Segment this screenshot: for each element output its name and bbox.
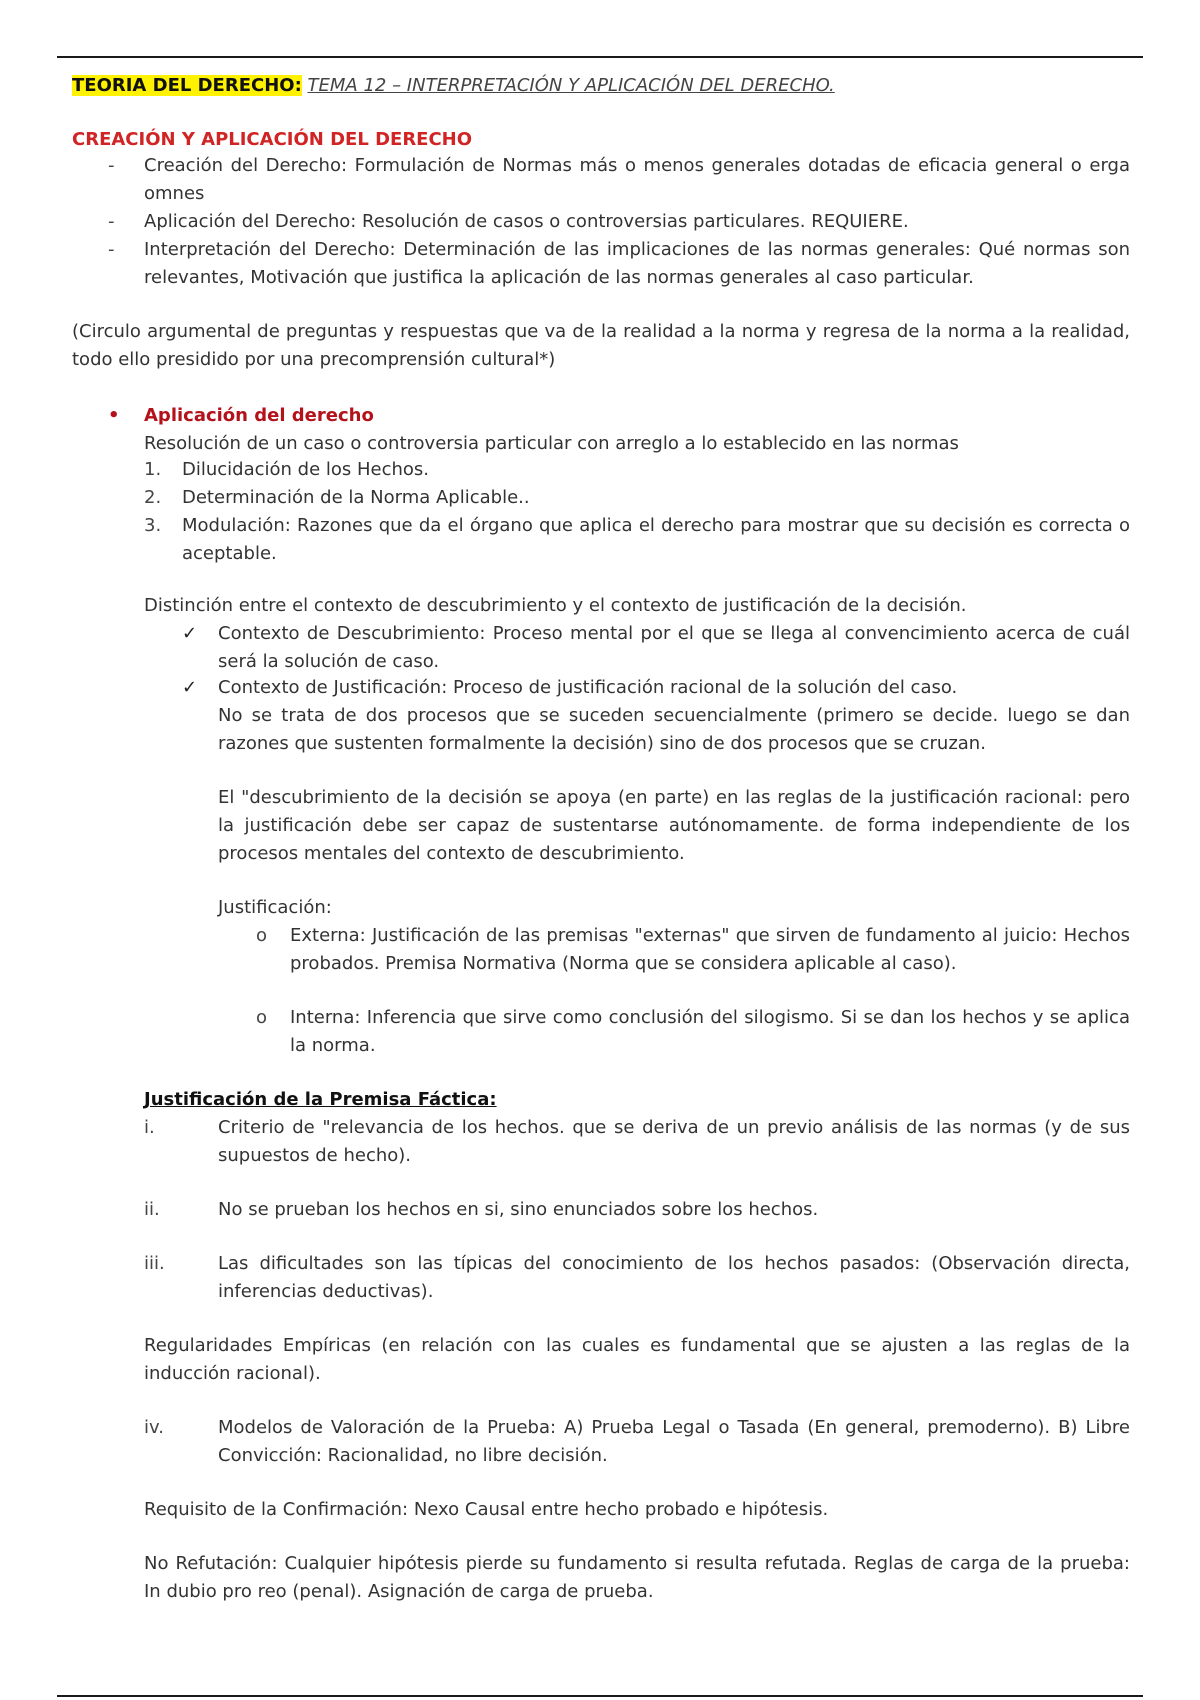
roman-number: i. (144, 1117, 155, 1138)
section-title-creacion: CREACIÓN Y APLICACIÓN DEL DERECHO (72, 129, 473, 150)
check-icon: ✓ (182, 623, 198, 644)
regularidades-text: Regularidades Empíricas (en relación con las cuales es fundamental que se ajusten a las reglas de la inducción racional). (144, 1335, 1130, 1384)
list-item: Aplicación del Derecho: Resolución de casos o controversias particulares. REQUIERE. (144, 211, 909, 232)
requisito-text: Requisito de la Confirmación: Nexo Causal entre hecho probado e hipótesis. (144, 1499, 829, 1520)
roman-number: iii. (144, 1253, 165, 1274)
step-text: Dilucidación de los Hechos. (182, 459, 430, 480)
premisa-item: No se prueban los hechos en si, sino enunciados sobre los hechos. (218, 1199, 819, 1220)
topic-title: TEMA 12 – INTERPRETACIÓN Y APLICACIÓN DEL DERECHO. (307, 75, 835, 96)
dash-marker: - (108, 239, 115, 260)
list-item: Creación del Derecho: Formulación de Normas más o menos generales dotadas de eficacia general o erga omnes (144, 155, 1130, 204)
document-header (72, 72, 1130, 100)
bottom-rule (57, 1695, 1143, 1697)
justificacion-label: Justificación: (218, 897, 332, 918)
justificacion-interna: Interna: Inferencia que sirve como conclusión del silogismo. Si se dan los hechos y se aplica la norma. (290, 1007, 1130, 1056)
paragraph-secuencial: No se trata de dos procesos que se suceden secuencialmente (primero se decide. luego se dan razones que sustenten formalmente la decisión) sino de dos procesos que se cruzan. (218, 705, 1130, 754)
justificacion-externa: Externa: Justificación de las premisas "externas" que sirven de fundamento al juicio: Hechos probados. Premisa Normativa (Norma que se considera aplicable al caso). (290, 925, 1130, 974)
context-item: Contexto de Justificación: Proceso de justificación racional de la solución del caso. (218, 677, 958, 698)
premisa-item: Modelos de Valoración de la Prueba: A) Prueba Legal o Tasada (En general, premoderno). B) Libre Convicción: Racionalidad, no libre decisión. (218, 1417, 1130, 1466)
context-item: Contexto de Descubrimiento: Proceso mental por el que se llega al convencimiento acerca de cuál será la solución de caso. (218, 623, 1130, 672)
list-item: Interpretación del Derecho: Determinación de las implicaciones de las normas generales: Qué normas son relevantes, Motivación que justifica la aplicación de las normas generales al caso particular. (144, 239, 1130, 288)
dash-marker: - (108, 155, 115, 176)
circulo-note: (Circulo argumental de preguntas y respuestas que va de la realidad a la norma y regresa de la norma a la realidad, todo ello presidido por una precomprensión cultural*) (72, 321, 1130, 370)
section-title-premisa: Justificación de la Premisa Fáctica: (144, 1089, 497, 1110)
circle-bullet: o (256, 925, 268, 946)
distinction-text: Distinción entre el contexto de descubrimiento y el contexto de justificación de la decisión. (144, 595, 967, 616)
section-title-aplicacion: Aplicación del derecho (144, 405, 374, 426)
top-rule (57, 56, 1143, 58)
step-text: Modulación: Razones que da el órgano que aplica el derecho para mostrar que su decisión es correcta o aceptable. (182, 515, 1130, 564)
refutacion-text: No Refutación: Cualquier hipótesis pierde su fundamento si resulta refutada. Reglas de carga de la prueba: In dubio pro reo (penal). Asignación de carga de prueba. (144, 1553, 1130, 1602)
aplicacion-intro: Resolución de un caso o controversia particular con arreglo a lo establecido en las normas (144, 433, 959, 454)
step-number: 3. (144, 515, 162, 536)
circle-bullet: o (256, 1007, 268, 1028)
paragraph-descubrimiento: El "descubrimiento de la decisión se apoya (en parte) en las reglas de la justificación racional: pero la justificación debe ser capaz de sustentarse autónomamente. de forma independiente de los procesos mentales del contexto de descubrimiento. (218, 787, 1130, 864)
dash-marker: - (108, 211, 115, 232)
check-icon: ✓ (182, 677, 198, 698)
step-text: Determinación de la Norma Aplicable.. (182, 487, 530, 508)
roman-number: ii. (144, 1199, 160, 1220)
roman-number: iv. (144, 1417, 164, 1438)
bullet-marker: • (108, 405, 120, 426)
step-number: 1. (144, 459, 162, 480)
premisa-item: Criterio de "relevancia de los hechos. que se deriva de un previo análisis de las normas (y de sus supuestos de hecho). (218, 1117, 1130, 1166)
premisa-item: Las dificultades son las típicas del conocimiento de los hechos pasados: (Observación directa, inferencias deductivas). (218, 1253, 1130, 1302)
course-title: TEORIA DEL DERECHO: (72, 75, 302, 96)
step-number: 2. (144, 487, 162, 508)
